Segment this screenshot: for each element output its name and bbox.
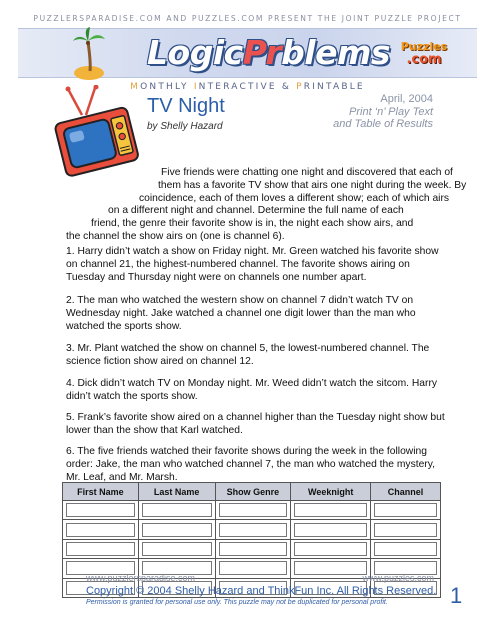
intro-line: coincidence, each of them loves a different show; each of which airs	[139, 192, 450, 204]
edition-line2: and Table of Results	[333, 118, 433, 131]
author-byline: by Shelly Hazard	[147, 121, 223, 132]
column-header: Weeknight	[291, 483, 371, 501]
logo-text-part1: Logic	[147, 33, 243, 72]
puzzles-com-badge	[400, 40, 448, 70]
logo-text-part2: Pr	[242, 33, 282, 72]
table-cell[interactable]	[138, 539, 215, 558]
badge-line2: .com	[406, 52, 442, 67]
footer-url-left[interactable]: www.puzzlersparadise.com	[86, 573, 196, 583]
table-header-row	[63, 483, 441, 501]
table-row	[63, 520, 441, 539]
table-cell[interactable]	[371, 501, 441, 520]
television-icon	[50, 85, 142, 177]
clue-5: 5. Frank’s favorite show aired on a channel higher than the Tuesday night show but lower than the show that Karl watched.	[66, 412, 445, 436]
logo-text-part3: blems	[281, 33, 390, 72]
table-cell[interactable]	[371, 520, 441, 539]
column-header: First Name	[63, 483, 139, 501]
clue-6: 6. The five friends watched their favorite shows during the week in the following order: Jake, the man who watched channel 7, the man who watched the mystery, Mr. Leaf, and Mr. Marsh.	[66, 446, 435, 483]
palm-tree-icon	[72, 27, 106, 83]
table-row	[63, 501, 441, 520]
table-cell[interactable]	[63, 501, 139, 520]
table-cell[interactable]	[371, 539, 441, 558]
badge-line1: Puzzles	[400, 40, 448, 53]
table-cell[interactable]	[291, 501, 371, 520]
column-header: Last Name	[138, 483, 215, 501]
table-cell[interactable]	[215, 539, 291, 558]
subtitle: MONTHLY INTERACTIVE & PRINTABLE	[130, 82, 365, 92]
table-row	[63, 539, 441, 558]
table-cell[interactable]	[63, 539, 139, 558]
puzzle-title: TV Night	[147, 95, 225, 117]
date: April, 2004	[380, 93, 433, 105]
footer-urls	[86, 573, 434, 583]
intro-line: them has a favorite TV show that airs one night during the week. By	[158, 179, 467, 191]
edition-line1: Print ‘n’ Play Text	[349, 105, 433, 118]
logo	[147, 33, 390, 75]
copyright: Copyright © 2004 Shelly Hazard and ThinkFun Inc. All Rights Reserved.	[86, 585, 437, 597]
intro-line: the channel the show airs on (one is channel 6).	[66, 230, 285, 242]
table-cell[interactable]	[138, 520, 215, 539]
table-cell[interactable]	[215, 501, 291, 520]
date-block	[333, 93, 433, 131]
column-header: Show Genre	[215, 483, 291, 501]
intro-line: Five friends were chatting one night and discovered that each of	[161, 167, 453, 178]
clue-3: 3. Mr. Plant watched the show on channel 5, the lowest-numbered channel. The science fiction show aired on channel 12.	[66, 343, 430, 367]
table-cell[interactable]	[63, 520, 139, 539]
intro-paragraph	[0, 167, 495, 244]
top-tagline: PUZZLERSPARADISE.COM AND PUZZLES.COM PRESENT THE JOINT PUZZLE PROJECT	[33, 14, 462, 23]
table-cell[interactable]	[215, 520, 291, 539]
table-cell[interactable]	[291, 520, 371, 539]
table-cell[interactable]	[291, 539, 371, 558]
clue-2: 2. The man who watched the western show on channel 7 didn’t watch TV on Wednesday night. Jake watched a channel one digit lower than the man who watched the sports show.	[66, 295, 416, 332]
table-cell[interactable]	[138, 501, 215, 520]
intro-line: friend, the genre their favorite show is in, the night each show airs, and	[91, 218, 414, 230]
intro-line: on a different night and channel. Determine the full name of each	[108, 205, 404, 217]
page-number: 1	[450, 583, 463, 608]
clue-1: 1. Harry didn’t watch a show on Friday night. Mr. Green watched his favorite show on channel 21, the highest-numbered channel. The favorite shows airing on Tuesday and Thursday night were on channels one number apart.	[66, 246, 439, 283]
permission-notice: Permission is granted for personal use only. This puzzle may not be duplicated for personal profit.	[86, 599, 388, 606]
clue-4: 4. Dick didn’t watch TV on Monday night. Mr. Weed didn’t watch the sitcom. Harry didn’t watch the sports show.	[66, 378, 438, 402]
footer-url-right[interactable]: www.puzzles.com	[362, 573, 434, 583]
column-header: Channel	[371, 483, 441, 501]
